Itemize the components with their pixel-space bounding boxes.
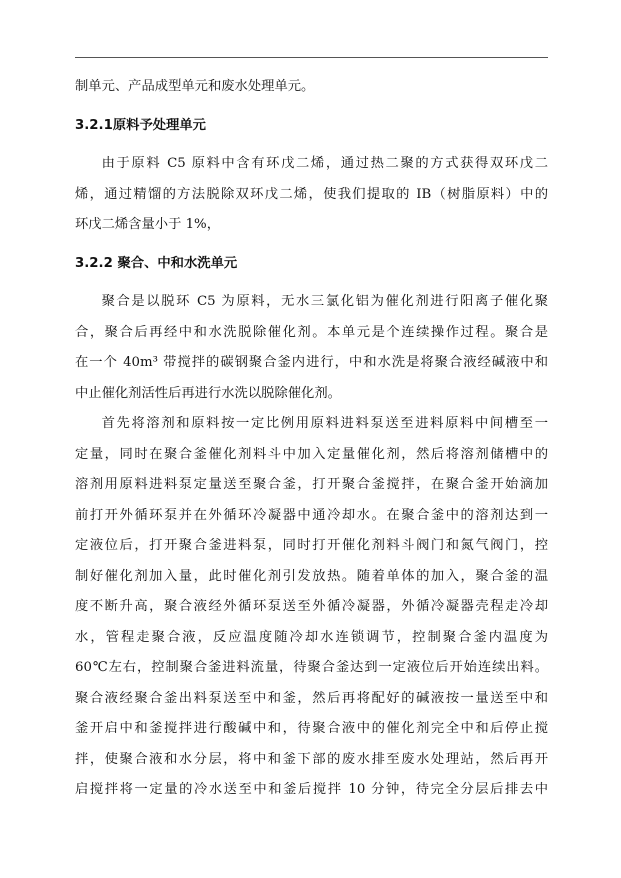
text-line: 环戊二烯含量小于 1%，	[75, 217, 220, 232]
text-line: 聚合液经聚合釜出料泵送至中和釜，然后再将配好的碱液按一量送至中和	[75, 690, 548, 706]
text-line: 聚合是以脱环 C5 为原料，无水三氯化铝为催化剂进行阳离子催化聚	[101, 294, 548, 309]
section-3-2-2-paragraph-2	[75, 409, 548, 806]
text-line: 中止催化剂活性后再进行水洗以脱除催化剂。	[75, 385, 341, 401]
text-line: 启搅拌将一定量的冷水送至中和釜后搅拌 10 分钟，待完全分层后排去中	[75, 782, 548, 797]
text-line: 前打开外循环泵并在外循环冷凝器中通冷却水。在聚合釜中的溶剂达到一	[75, 507, 548, 523]
text-line: 定液位后，打开聚合釜进料泵，同时打开催化剂料斗阀门和氮气阀门，控	[75, 538, 548, 553]
text-line: 首先将溶剂和原料按一定比例用原料进料泵送至进料原料中间槽至一	[101, 416, 548, 431]
section-3-2-1-paragraph	[75, 149, 548, 241]
text-line: 定量，同时在聚合釜催化剂料斗中加入定量催化剂，然后将溶剂储槽中的	[75, 446, 548, 462]
document-body	[75, 72, 548, 806]
text-line: 溶剂用原料进料泵定量送至聚合釜，打开聚合釜搅拌，在聚合釜开始滴加	[75, 477, 548, 492]
section-heading-3-2-1: 3.2.1原料予处理单元	[75, 117, 206, 133]
text-line: 制好催化剂加入量，此时催化剂引发放热。随着单体的加入，聚合釜的温	[75, 568, 548, 584]
section-3-2-2-paragraph-1	[75, 287, 548, 409]
text-line: 由于原料 C5 原料中含有环戊二烯，通过热二聚的方式获得双环戊二	[101, 156, 548, 171]
text-line: 拌，使聚合液和水分层，将中和釜下部的废水排至废水处理站，然后再开	[75, 751, 548, 767]
header-rule	[75, 57, 548, 58]
section-heading-3-2-2: 3.2.2 聚合、中和水洗单元	[75, 255, 238, 271]
text-line: 烯，通过精馏的方法脱除双环戊二烯，使我们提取的 IB（树脂原料）中的	[75, 186, 548, 202]
text-line: 度不断升高，聚合液经外循环泵送至外循冷凝器，外循冷凝器壳程走冷却	[75, 599, 548, 614]
text-line: 水，管程走聚合液，反应温度随冷却水连锁调节，控制聚合釜内温度为	[75, 629, 548, 645]
text-line: 在一个 40m³ 带搅拌的碳钢聚合釜内进行，中和水洗是将聚合液经碱液中和	[75, 355, 548, 370]
text-line: 60℃左右，控制聚合釜进料流量，待聚合釜达到一定液位后开始连续出料。	[75, 660, 548, 675]
text-line: 釜开启中和釜搅拌进行酸碱中和，待聚合液中的催化剂完全中和后停止搅	[75, 721, 548, 736]
text-line: 合，聚合后再经中和水洗脱除催化剂。本单元是个连续操作过程。聚合是	[75, 324, 548, 340]
intro-line: 制单元、产品成型单元和废水处理单元。	[75, 79, 315, 94]
